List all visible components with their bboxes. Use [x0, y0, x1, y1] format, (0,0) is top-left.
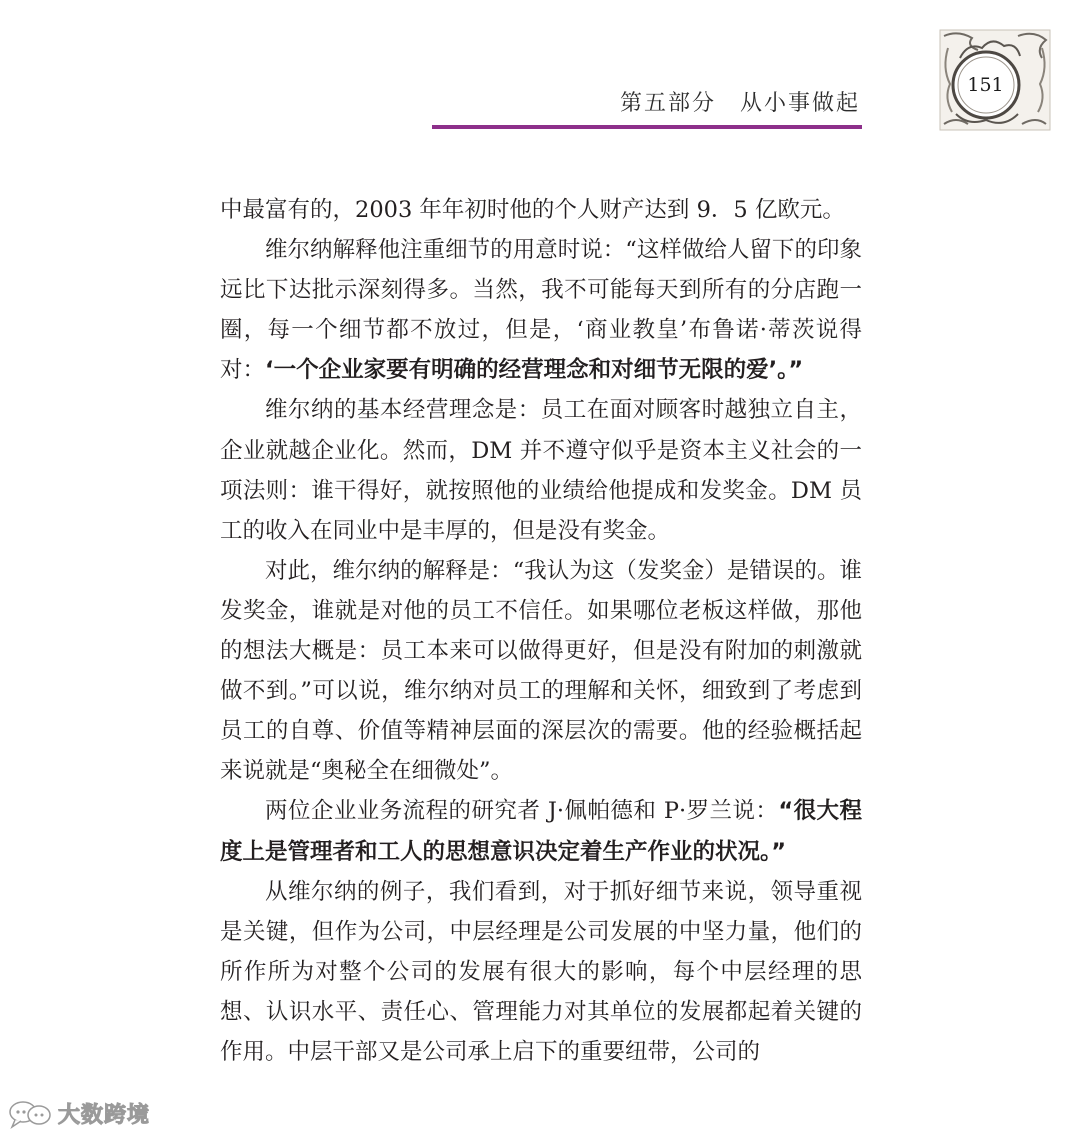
paragraph-2: [220, 230, 862, 390]
paragraph-2-bold-quote: ‘一个企业家要有明确的经营理念和对细节无限的爱’。”: [265, 357, 804, 384]
watermark-text: 大数跨境: [58, 1103, 151, 1128]
paragraph-5-text: 两位企业业务流程的研究者 J·佩帕德和 P·罗兰说：: [265, 798, 779, 825]
paragraph-5: [220, 791, 862, 871]
running-header-title: 第五部分 从小事做起: [619, 91, 860, 116]
header-rule: [432, 125, 862, 129]
paragraph-2-text: 维尔纳解释他注重细节的用意时说：“这样做给人留下的印象远比下达批示深刻得多。当然，我不可能每天到所有的分店跑一圈，每一个细节都不放过，但是，‘商业教皇’布鲁诺·蒂茨说得对：: [220, 237, 862, 384]
body-text: [220, 190, 862, 1072]
paragraph-6: 从维尔纳的例子，我们看到，对于抓好细节来说，领导重视是关键，但作为公司，中层经理是公司发展的中坚力量，他们的所作所为对整个公司的发展有很大的影响，每个中层经理的思想、认识水平、责任心、管理能力对其单位的发展都起着关键的作用。中层干部又是公司承上启下的重要纽带，公司的: [220, 878, 862, 1065]
watermark: [8, 1098, 150, 1129]
page-number: 151: [967, 74, 1004, 96]
paragraph-3: 维尔纳的基本经营理念是：员工在面对顾客时越独立自主，企业就越企业化。然而，DM 并不遵守似乎是资本主义社会的一项法则：谁干得好，就按照他的业绩给他提成和发奖金。DM 员工的收入在同业中是丰厚的，但是没有奖金。: [220, 397, 862, 544]
paragraph-5-bold-quote: “很大程度上是管理者和工人的思想意识决定着生产作业的状况。”: [220, 798, 862, 865]
paragraph-1: 中最富有的，2003 年年初时他的个人财产达到 9．5 亿欧元。: [220, 197, 845, 223]
chat-bubbles-icon: [8, 1099, 52, 1129]
paragraph-4: 对此，维尔纳的解释是：“我认为这（发奖金）是错误的。谁发奖金，谁就是对他的员工不信任。如果哪位老板这样做，那他的想法大概是：员工本来可以做得更好，但是没有附加的刺激就做不到。”可以说，维尔纳对员工的理解和关怀，细致到了考虑到员工的自尊、价值等精神层面的深层次的需要。他的经验概括起来说就是“奥秘全在细微处”。: [220, 557, 862, 785]
